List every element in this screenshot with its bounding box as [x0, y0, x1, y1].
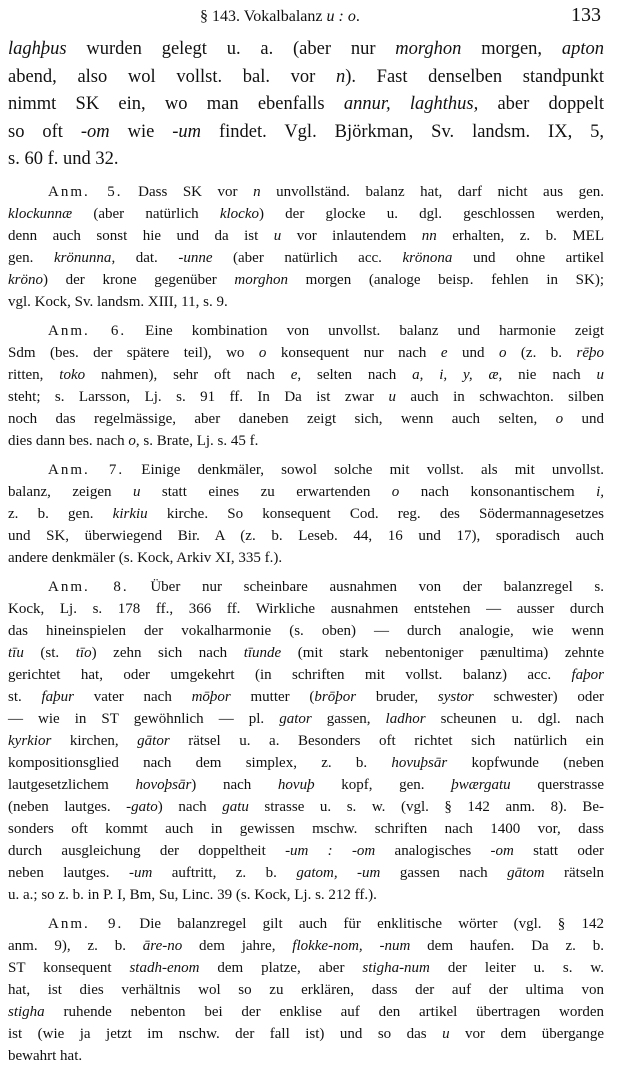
text-line: [8, 547, 604, 569]
italic-term: faþur: [41, 688, 75, 705]
italic-term: klocko: [219, 205, 259, 222]
italic-term: brōþor: [314, 688, 357, 705]
text-segment: lautgesetzlichem: [8, 776, 136, 793]
italic-term: ladhor: [385, 710, 426, 727]
text-segment: gen.: [8, 249, 54, 266]
section-title-end: .: [355, 8, 360, 25]
text-segment: anm. 9), z. b.: [8, 937, 143, 954]
text-segment: ) der glocke u. dgl. geschlossen werden,: [259, 205, 604, 222]
text-segment: schwester) oder: [473, 688, 605, 705]
italic-term: tīu: [8, 644, 24, 661]
text-line: [8, 91, 604, 119]
text-line: [8, 119, 604, 147]
text-segment: querstrasse: [510, 776, 604, 793]
text-segment: (st.: [23, 644, 76, 661]
text-line: [8, 1023, 604, 1045]
italic-term: morghon: [234, 271, 288, 288]
italic-term: u: [388, 388, 396, 405]
italic-term: -om: [80, 121, 110, 142]
text-line: [8, 957, 604, 979]
text-segment: bruder,: [356, 688, 438, 705]
annotation-label: Anm. 8.: [48, 578, 129, 595]
text-line: [8, 935, 604, 957]
text-segment: z. b. gen.: [8, 505, 113, 522]
italic-term: e: [440, 344, 448, 361]
text-segment: gassen nach: [380, 864, 508, 881]
text-segment: nahmen), sehr oft nach: [85, 366, 291, 383]
text-line: [8, 774, 604, 796]
text-line: [8, 203, 604, 225]
italic-term: kröno: [8, 271, 43, 288]
italic-term: krönunna: [53, 249, 112, 266]
text-line: [8, 664, 604, 686]
italic-term: hovoþsār: [135, 776, 192, 793]
text-line: [8, 752, 604, 774]
italic-term: a, i, y, æ,: [412, 366, 503, 383]
text-segment: (z. b.: [506, 344, 577, 361]
text-segment: findet. Vgl. Björkman, Sv. landsm. IX, 5,: [201, 121, 605, 142]
text-segment: , selten nach: [297, 366, 413, 383]
italic-term: u: [132, 483, 141, 500]
annotation-label: Anm. 5.: [48, 183, 123, 200]
text-line: [8, 884, 604, 906]
page-body: [8, 36, 604, 1067]
text-line: [8, 840, 604, 862]
italic-term: gātor: [137, 732, 170, 749]
text-line: [8, 1001, 604, 1023]
text-segment: s. 60 f. und 32.: [8, 149, 119, 170]
text-line: [8, 364, 604, 386]
text-segment: vor inlautendem: [281, 227, 422, 244]
text-segment: Eine kombination von unvollst. balanz und harmonie zeigt: [126, 322, 605, 339]
text-segment: erhalten, z. b. MEL: [436, 227, 604, 244]
text-segment: nach konsonantischem: [399, 483, 597, 500]
text-line: [8, 269, 604, 291]
text-segment: ruhende nebenton bei der enklise auf den artikel übertragen worden: [44, 1003, 604, 1020]
text-line: [8, 291, 604, 313]
text-line: [8, 146, 604, 174]
page-number: 133: [571, 4, 601, 26]
text-segment: balanz, zeigen: [8, 483, 133, 500]
italic-term: annur, laghthus,: [343, 94, 479, 115]
italic-term: gatu: [222, 798, 249, 815]
italic-term: rēþo: [576, 344, 605, 361]
text-segment: denn auch sonst hie und da ist: [8, 227, 274, 244]
text-segment: u. a.; so z. b. in P. I, Bm, Su, Linc. 39 (s. Kock, Lj. s. 212 ff.).: [8, 886, 377, 903]
text-segment: rätseln: [544, 864, 604, 881]
italic-term: i,: [596, 483, 605, 500]
text-line: [8, 818, 604, 840]
text-segment: sonders oft kommt auch in gewissen mschw. schriften nach 1400 vor, dass: [8, 820, 604, 837]
text-segment: so oft: [8, 121, 81, 142]
italic-term: faþor: [571, 666, 604, 683]
italic-term: toko: [59, 366, 86, 383]
text-line: [8, 408, 604, 430]
text-segment: und: [563, 410, 604, 427]
annotation-label: Anm. 9.: [48, 915, 124, 932]
text-segment: andere denkmäler (s. Kock, Arkiv XI, 335 f.).: [8, 549, 283, 566]
text-segment: der leiter u. s. w.: [429, 959, 604, 976]
text-segment: und SK, überwiegend Bir. A (z. b. Leseb. 44, 16 und 17), sporadisch auch: [8, 527, 604, 544]
text-segment: dem jahre,: [182, 937, 293, 954]
text-segment: konsequent nur nach: [266, 344, 441, 361]
text-segment: ST konsequent: [8, 959, 130, 976]
text-segment: abend, also wol vollst. bal. vor: [8, 66, 336, 87]
text-line: [8, 36, 604, 64]
italic-term: tīo: [75, 644, 92, 661]
text-segment: rätsel u. a. Besonders oft richtet sich natürlich ein: [169, 732, 604, 749]
section-title-italic: u : o: [326, 8, 356, 25]
annotation-paragraph: [8, 576, 604, 906]
italic-term: o: [258, 344, 267, 361]
italic-term: -unne: [178, 249, 213, 266]
text-segment: kopfwunde (neben: [447, 754, 605, 771]
text-segment: wurden gelegt u. a. (aber nur: [66, 39, 396, 59]
italic-term: laghþus: [8, 39, 67, 59]
italic-term: apton: [561, 39, 604, 59]
text-line: [8, 686, 604, 708]
text-segment: ritten,: [8, 366, 60, 383]
text-segment: bewahrt hat.: [8, 1047, 83, 1064]
text-segment: vgl. Kock, Sv. landsm. XIII, 11, s. 9.: [8, 293, 228, 310]
italic-term: gātom: [507, 864, 545, 881]
italic-term: hovuþ: [277, 776, 315, 793]
text-segment: Einige denkmäler, sowol solche mit vollst. als mit unvollst.: [124, 461, 604, 478]
text-segment: kirche. So konsequent Cod. reg. des Södermannagesetzes: [147, 505, 604, 522]
text-line: [8, 913, 604, 935]
text-segment: ist (wie ja jetzt im nschw. der fall ist) und so das: [8, 1025, 443, 1042]
italic-term: o: [391, 483, 400, 500]
text-line: [8, 386, 604, 408]
italic-term: e: [290, 366, 298, 383]
text-segment: Über nur scheinbare ausnahmen von der balanzregel s.: [128, 578, 604, 595]
text-line: [8, 342, 604, 364]
italic-term: hovuþsār: [391, 754, 448, 771]
text-segment: auftritt, z. b.: [152, 864, 297, 881]
text-segment: Sdm (bes. der spätere teil), wo: [8, 344, 259, 361]
text-segment: hat, ist dies verhältnis wol so zu erklären, dass der auf der ultima von: [8, 981, 604, 998]
italic-term: o: [128, 432, 136, 449]
annotation-label: Anm. 6.: [48, 322, 127, 339]
text-segment: (aber natürlich acc.: [212, 249, 403, 266]
text-segment: Kock, Lj. s. 178 ff., 366 ff. Wirkliche ausnahmen entstehen — ausser durch: [8, 600, 604, 617]
text-segment: dies dann bes. nach: [8, 432, 129, 449]
text-line: [8, 430, 604, 452]
text-segment: unvollständ. balanz hat, darf nicht aus gen.: [260, 183, 605, 200]
text-segment: auch in schwachton. silben: [395, 388, 605, 405]
text-segment: und ohne artikel: [452, 249, 604, 266]
text-segment: scheunen u. dgl. nach: [425, 710, 604, 727]
text-segment: mutter (: [230, 688, 315, 705]
italic-term: systor: [437, 688, 474, 705]
text-line: [8, 225, 604, 247]
text-line: [8, 620, 604, 642]
text-segment: dem platze, aber: [199, 959, 363, 976]
italic-term: u: [596, 366, 605, 383]
running-header: [0, 4, 621, 30]
italic-term: kirkiu: [112, 505, 148, 522]
italic-term: u: [273, 227, 282, 244]
italic-term: nn: [421, 227, 437, 244]
text-line: [8, 862, 604, 884]
text-segment: morgen (analoge beisp. fehlen in SK);: [288, 271, 604, 288]
text-segment: vater nach: [74, 688, 192, 705]
italic-term: -om: [490, 842, 514, 859]
text-segment: analogisches: [375, 842, 491, 859]
text-line: [8, 642, 604, 664]
text-segment: Dass SK vor: [122, 183, 254, 200]
annotation-paragraph: [8, 320, 604, 452]
section-title-text: § 143. Vokalbalanz: [200, 8, 327, 25]
italic-term: klockunnæ: [8, 205, 73, 222]
text-segment: (aber natürlich: [72, 205, 220, 222]
text-line: [8, 64, 604, 92]
text-segment: ) zehn sich nach: [91, 644, 244, 661]
text-line: [8, 979, 604, 1001]
italic-term: āre-no: [142, 937, 183, 954]
text-segment: ). Fast denselben standpunkt: [345, 66, 604, 87]
text-segment: noch das regelmässige, aber daneben zeigt sich, wenn auch selten,: [8, 410, 556, 427]
italic-term: kyrkior: [8, 732, 52, 749]
text-segment: ) nach: [191, 776, 278, 793]
text-line: [8, 459, 604, 481]
text-segment: aber doppelt: [478, 94, 604, 115]
text-segment: statt oder: [513, 842, 605, 859]
text-line: [8, 576, 604, 598]
text-segment: morgen,: [461, 39, 562, 59]
italic-term: þwærgatu: [451, 776, 511, 793]
text-segment: gassen,: [311, 710, 386, 727]
text-line: [8, 1045, 604, 1067]
text-line: [8, 481, 604, 503]
italic-term: flokke-nom, -num: [292, 937, 411, 954]
text-segment: st.: [8, 688, 42, 705]
italic-term: stigha-num: [362, 959, 430, 976]
text-segment: nie nach: [502, 366, 597, 383]
italic-term: morghon: [395, 39, 462, 59]
text-segment: das hineinspielen der vokalharmonie (s. oben) — durch analogie, wie wenn: [8, 622, 604, 639]
italic-term: gatom, -um: [296, 864, 381, 881]
text-segment: kopf, gen.: [314, 776, 452, 793]
text-segment: , s. Brate, Lj. s. 45 f.: [135, 432, 259, 449]
text-segment: ) der krone gegenüber: [43, 271, 235, 288]
italic-term: -um: [128, 864, 153, 881]
body-paragraph: [8, 36, 604, 174]
italic-term: gator: [279, 710, 312, 727]
text-line: [8, 247, 604, 269]
text-segment: (mit stark nebentoniger pænultima) zehnte: [281, 644, 604, 661]
text-segment: statt eines zu erwartenden: [140, 483, 392, 500]
text-segment: durch ausgleichung der doppeltheit: [8, 842, 286, 859]
text-line: [8, 708, 604, 730]
text-line: [8, 730, 604, 752]
text-segment: Die balanzregel gilt auch für enklitische wörter (vgl. § 142: [123, 915, 604, 932]
italic-term: u: [442, 1025, 450, 1042]
text-line: [8, 796, 604, 818]
text-segment: ) nach: [157, 798, 223, 815]
italic-term: n: [335, 66, 346, 87]
italic-term: o: [498, 344, 507, 361]
italic-term: o: [555, 410, 564, 427]
annotation-paragraph: [8, 181, 604, 313]
italic-term: krönona: [402, 249, 453, 266]
text-segment: — wie in ST gewöhnlich — pl.: [8, 710, 280, 727]
italic-term: mōþor: [191, 688, 231, 705]
annotation-paragraph: [8, 459, 604, 569]
italic-term: -gato: [126, 798, 158, 815]
text-segment: kirchen,: [51, 732, 138, 749]
text-segment: und: [447, 344, 499, 361]
text-line: [8, 503, 604, 525]
text-line: [8, 181, 604, 203]
text-segment: nimmt SK ein, wo man ebenfalls: [8, 94, 344, 115]
italic-term: -um: [172, 121, 202, 142]
text-line: [8, 320, 604, 342]
annotation-paragraph: [8, 913, 604, 1067]
text-line: [8, 525, 604, 547]
text-segment: strasse u. s. w. (vgl. § 142 anm. 8). Be-: [248, 798, 605, 815]
text-segment: vor dem übergange: [449, 1025, 604, 1042]
text-segment: wie: [109, 121, 173, 142]
italic-term: n: [253, 183, 261, 200]
italic-term: tīunde: [243, 644, 282, 661]
text-segment: neben lautges.: [8, 864, 129, 881]
annotation-label: Anm. 7.: [48, 461, 125, 478]
text-line: [8, 598, 604, 620]
italic-term: -um : -om: [285, 842, 376, 859]
text-segment: (neben lautges.: [8, 798, 127, 815]
text-segment: kompositionsglied nach dem simplex, z. b.: [8, 754, 392, 771]
italic-term: stigha: [8, 1003, 45, 1020]
text-segment: dem haufen. Da z. b.: [410, 937, 604, 954]
text-segment: , dat.: [111, 249, 179, 266]
section-title: [200, 8, 360, 26]
italic-term: stadh-enom: [129, 959, 200, 976]
text-segment: steht; s. Larsson, Lj. s. 91 ff. In Da ist zwar: [8, 388, 389, 405]
text-segment: gerichtet hat, oder umgekehrt (in schriften mit vollst. balanz) acc.: [8, 666, 572, 683]
